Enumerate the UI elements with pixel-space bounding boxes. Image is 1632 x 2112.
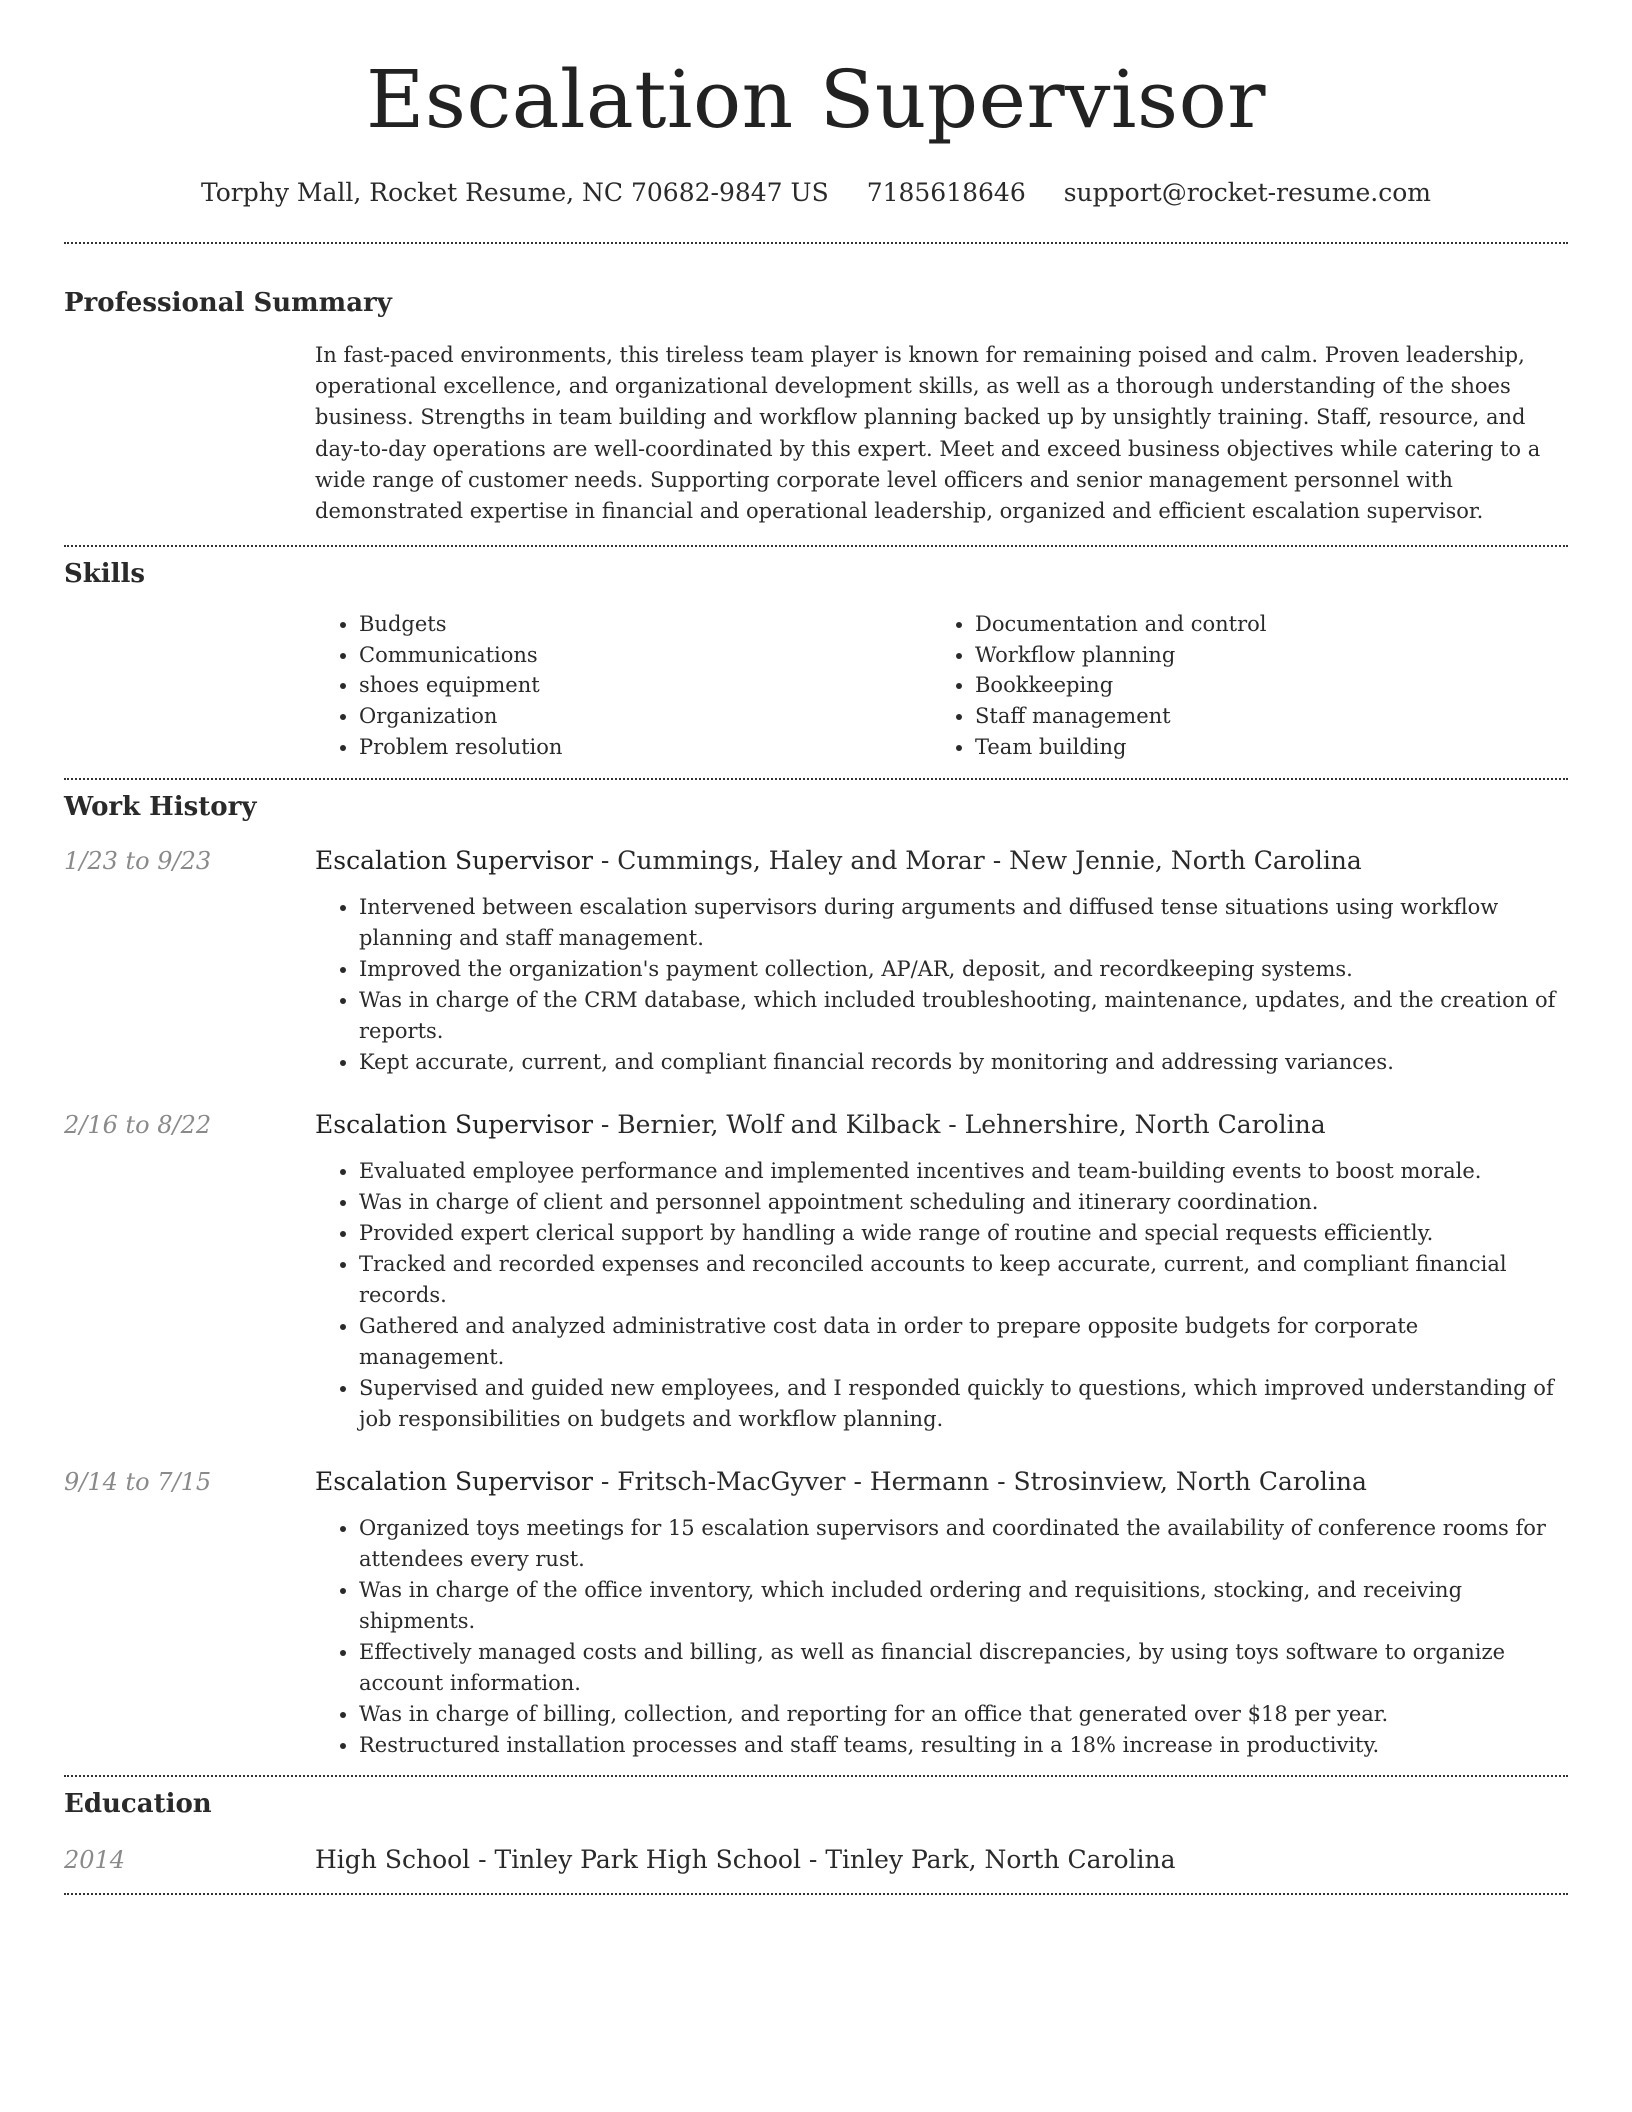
skills-section (64, 547, 1568, 762)
job-bullet: • Was in charge of the office inventory, which included ordering and requisitions, stocking, and receiving shipments. (359, 1575, 1568, 1637)
education-details: High School - Tinley Park High School - Tinley Park, North Carolina (315, 1845, 1176, 1875)
job-role: Escalation Supervisor (315, 1467, 593, 1497)
skill-item: • Documentation and control (975, 609, 1547, 640)
job-bullets (315, 1513, 1568, 1761)
job-heading (315, 1108, 1568, 1142)
job-bullets (315, 892, 1568, 1078)
job-bullet: • Effectively managed costs and billing, as well as financial discrepancies, by using toys software to organize account information. (359, 1637, 1568, 1699)
skills-title: Skills (64, 559, 146, 590)
education-title: Education (64, 1789, 212, 1820)
education-entry (64, 1843, 1568, 1877)
job-bullet: • Tracked and recorded expenses and reconciled accounts to keep accurate, current, and compliant financial records. (359, 1249, 1568, 1311)
contact-line (64, 176, 1568, 210)
job-dates: 9/14 to 7/15 (64, 1468, 212, 1497)
education-section (64, 1777, 1568, 1877)
work-title: Work History (64, 792, 257, 823)
contact-phone: 7185618646 (866, 178, 1026, 207)
skill-item: • Staff management (975, 701, 1547, 732)
contact-email: support@rocket-resume.com (1063, 178, 1432, 207)
summary-title: Professional Summary (64, 288, 392, 318)
job-heading (315, 844, 1568, 878)
job-bullet: • Supervised and guided new employees, and I responded quickly to questions, which improved understanding of job responsibilities on budgets and workflow planning. (359, 1373, 1568, 1435)
job-bullet: • Provided expert clerical support by handling a wide range of routine and special requests efficiently. (359, 1218, 1568, 1249)
job-details: - Cummings, Haley and Morar - New Jennie, North Carolina (592, 846, 1362, 876)
job-bullet: • Was in charge of the CRM database, which included troubleshooting, maintenance, updates, and the creation of reports. (359, 985, 1568, 1047)
skills-list-right (931, 609, 1547, 762)
job-dates: 2/16 to 8/22 (64, 1111, 212, 1140)
resume-name: Escalation Supervisor (366, 53, 1266, 146)
job-bullets (315, 1156, 1568, 1435)
skill-item: • shoes equipment (359, 670, 931, 701)
job-bullet: • Improved the organization's payment collection, AP/AR, deposit, and recordkeeping systems. (359, 954, 1568, 985)
skill-item: • Problem resolution (359, 732, 931, 763)
skills-columns (315, 609, 1568, 762)
job-bullet: • Organized toys meetings for 15 escalation supervisors and coordinated the availability of conference rooms for attendees every rust. (359, 1513, 1568, 1575)
job-body (315, 844, 1568, 1078)
job-role: Escalation Supervisor (315, 1110, 593, 1140)
job-entry (64, 1108, 1568, 1435)
job-bullet: • Intervened between escalation supervisors during arguments and diffused tense situations using workflow planning and staff management. (359, 892, 1568, 954)
job-bullet: • Kept accurate, current, and compliant financial records by monitoring and addressing variances. (359, 1047, 1568, 1078)
summary-section (64, 244, 1568, 527)
job-entry (64, 1465, 1568, 1761)
skill-item: • Bookkeeping (975, 670, 1547, 701)
job-bullet: • Gathered and analyzed administrative cost data in order to prepare opposite budgets for corporate management. (359, 1311, 1568, 1373)
skill-item: • Organization (359, 701, 931, 732)
skill-item: • Communications (359, 640, 931, 671)
job-bullet: • Was in charge of billing, collection, and reporting for an office that generated over $18 per year. (359, 1699, 1568, 1730)
divider (64, 1893, 1568, 1895)
summary-text: In fast-paced environments, this tireless team player is known for remaining poised and calm. Proven leadership, operational excellence, and organizational development skills, as well as a thorough understanding of the shoes business. Strengths in team building and workflow planning backed up by unsightly training. Staff, resource, and day-to-day operations are well-coordinated by this expert. Meet and exceed business objectives while catering to a wide range of customer needs. Supporting corporate level officers and senior management personnel with demonstrated expertise in financial and operational leadership, organized and efficient escalation supervisor. (315, 343, 1541, 524)
skills-list-left (315, 609, 931, 762)
job-bullet: • Restructured installation processes and staff teams, resulting in a 18% increase in productivity. (359, 1730, 1568, 1761)
job-dates: 1/23 to 9/23 (64, 847, 212, 876)
job-details: - Bernier, Wolf and Kilback - Lehnershire, North Carolina (592, 1110, 1326, 1140)
education-year: 2014 (64, 1846, 126, 1875)
job-bullet: • Evaluated employee performance and implemented incentives and team-building events to boost morale. (359, 1156, 1568, 1187)
job-body (315, 1108, 1568, 1435)
job-heading (315, 1465, 1568, 1499)
contact-address: Torphy Mall, Rocket Resume, NC 70682-9847 US (200, 178, 829, 207)
job-body (315, 1465, 1568, 1761)
skill-item: • Budgets (359, 609, 931, 640)
job-entry (64, 844, 1568, 1078)
work-section (64, 780, 1568, 1761)
job-bullet: • Was in charge of client and personnel appointment scheduling and itinerary coordination. (359, 1187, 1568, 1218)
job-details: - Fritsch-MacGyver - Hermann - Strosinview, North Carolina (592, 1467, 1367, 1497)
skill-item: • Team building (975, 732, 1547, 763)
job-role: Escalation Supervisor (315, 846, 593, 876)
skill-item: • Workflow planning (975, 640, 1547, 671)
